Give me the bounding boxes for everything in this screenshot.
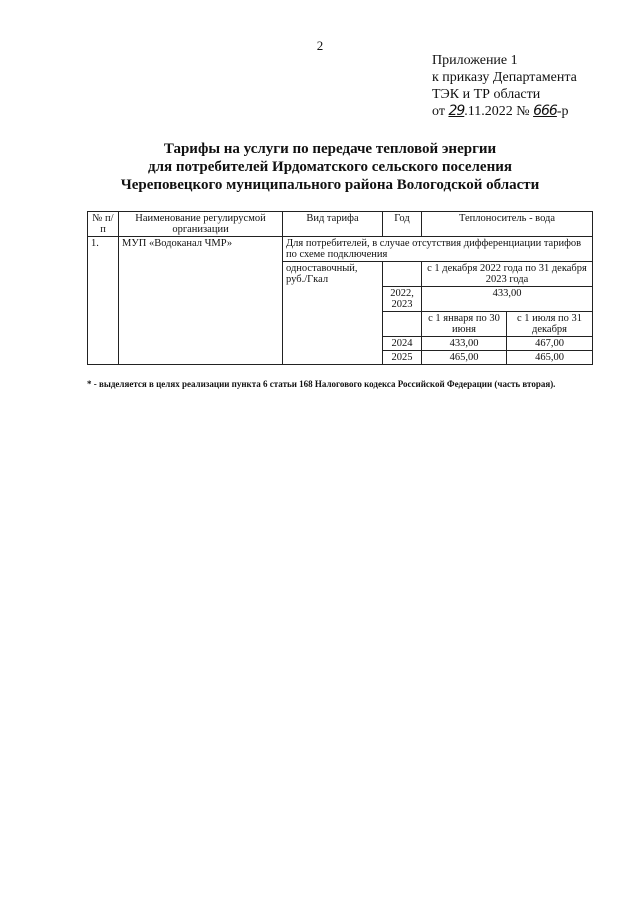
table-header-row	[88, 212, 593, 237]
title-line-3: Череповецкого муниципального района Вологодской области	[120, 177, 540, 193]
cell-2025-h1: 465,00	[422, 351, 507, 365]
cell-2024-h2: 467,00	[507, 337, 593, 351]
appendix-date-line	[432, 103, 577, 120]
header-org: Наименование регулирусмой организации	[119, 212, 283, 237]
cell-years-2022-2023: 2022, 2023	[383, 287, 422, 312]
cell-year-2024: 2024	[383, 337, 422, 351]
date-rest: .11.2022 №	[464, 104, 530, 119]
table-row	[88, 237, 593, 262]
footnote: * - выделяется в целях реализации пункта 6 статьи 168 Налогового кодекса Российской Федерации (часть вторая).	[87, 379, 556, 389]
cell-value-2022-2023: 433,00	[422, 287, 593, 312]
header-carrier: Теплоноситель - вода	[422, 212, 593, 237]
cell-2024-h1: 433,00	[422, 337, 507, 351]
cell-num: 1.	[88, 237, 119, 365]
cell-org: МУП «Водоканал ЧМР»	[119, 237, 283, 365]
cell-period-full: с 1 декабря 2022 года по 31 декабря 2023 года	[422, 262, 593, 287]
cell-period-h2: с 1 июля по 31 декабря	[507, 312, 593, 337]
header-tariff-type: Вид тарифа	[283, 212, 383, 237]
title-line-1: Тарифы на услуги по передаче тепловой энергии	[163, 141, 497, 157]
appendix-line-2: к приказу Департамента	[432, 70, 577, 85]
appendix-header	[432, 52, 577, 120]
appendix-line-3: ТЭК и ТР области	[432, 87, 541, 102]
header-year: Год	[383, 212, 422, 237]
cell-empty	[383, 312, 422, 337]
document-title	[0, 140, 640, 194]
cell-consumers: Для потребителей, в случае отсутствия дифференциации тарифов по схеме подключения	[283, 237, 593, 262]
handwritten-doc-number: 666	[533, 103, 557, 119]
appendix-line-1: Приложение 1	[432, 53, 518, 68]
handwritten-day: 29	[448, 103, 465, 119]
doc-suffix: -р	[556, 104, 569, 119]
cell-period-h1: с 1 января по 30 июня	[422, 312, 507, 337]
cell-year-2025: 2025	[383, 351, 422, 365]
cell-2025-h2: 465,00	[507, 351, 593, 365]
cell-empty	[383, 262, 422, 287]
cell-tariff-type: одноставочный, руб./Гкал	[283, 262, 383, 365]
header-num: № п/п	[88, 212, 119, 237]
title-line-2: для потребителей Ирдоматского сельского поселения	[148, 159, 512, 175]
date-prefix: от	[432, 104, 445, 119]
tariff-table	[87, 211, 593, 365]
page-number: 2	[316, 38, 324, 53]
